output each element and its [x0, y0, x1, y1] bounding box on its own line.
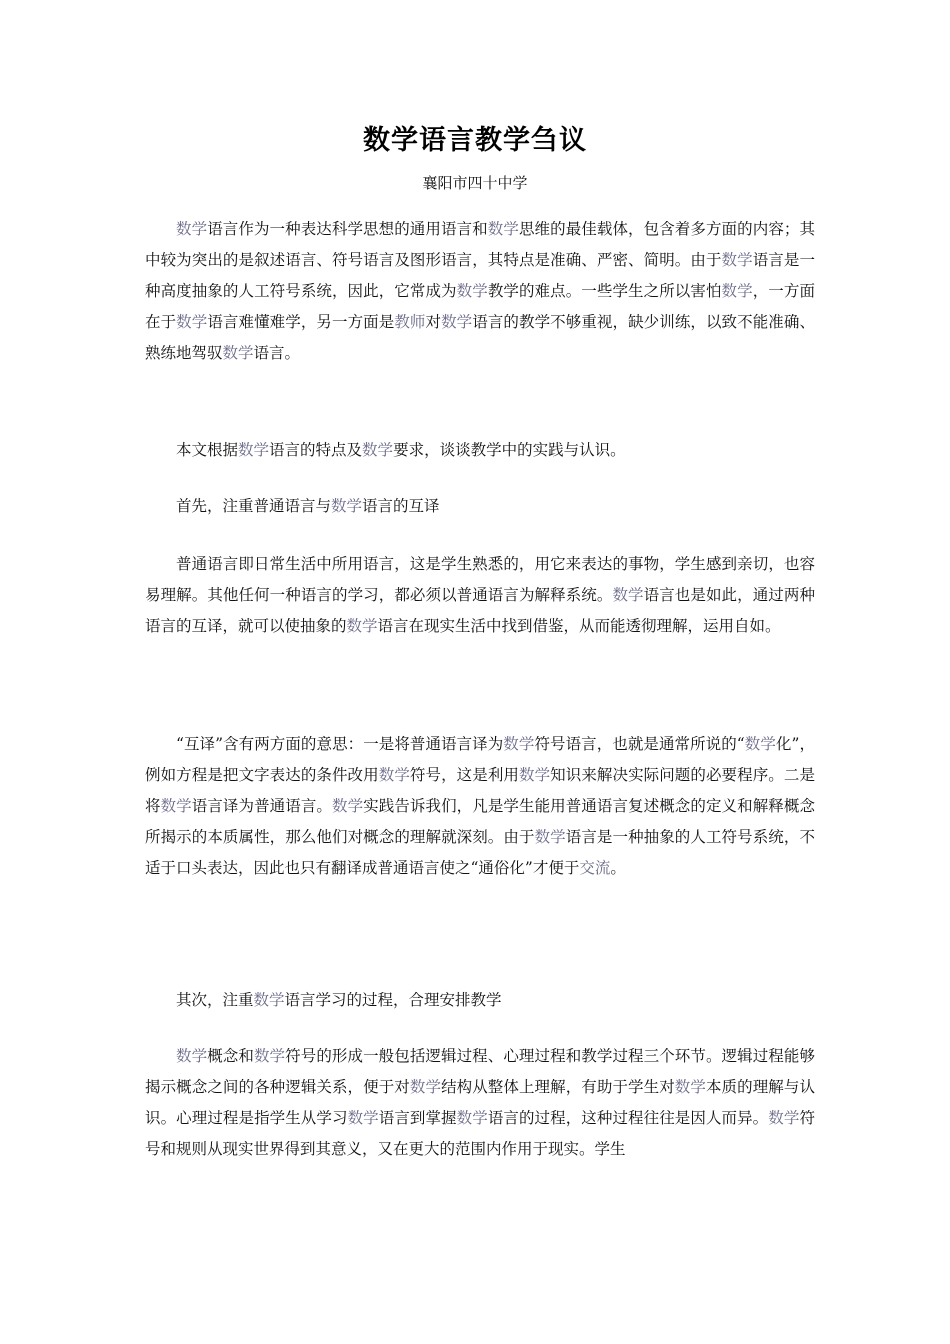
highlighted-term: 数学: [238, 441, 270, 459]
text-segment: 语言的过程，这种过程往往是因人而异。: [487, 1109, 769, 1127]
text-segment: 结构从整体上理解，有助于学生对: [441, 1078, 675, 1096]
text-segment: 语言是一种抽象的人工符号系统，不适于口头表达，因此也只有翻译成普通语言使之“通俗化”才便于: [145, 828, 815, 877]
highlighted-term: 数学: [744, 735, 776, 753]
highlighted-term: 数学: [253, 1047, 286, 1065]
highlighted-term: 数学: [222, 344, 254, 362]
text-segment: 符号语言，也就是通常所说的“: [534, 735, 745, 753]
text-segment: 实践告诉我们，凡是学生能用普通语言复述概念的定义和解释概念所揭示的本质属性，那么他们对概念的理解就深刻。由于: [145, 797, 815, 846]
text-segment: 语言是一种高度抽象的人工符号系统，因此，它常成为: [145, 251, 815, 300]
paragraph-text: [145, 549, 815, 642]
text-segment: 其次，注重: [176, 991, 254, 1009]
highlighted-term: 教师: [394, 313, 426, 331]
paragraph-5: [145, 1041, 815, 1165]
text-segment: 概念和: [207, 1047, 254, 1065]
text-segment: 化”，例如方程是把文字表达的条件改用: [145, 735, 815, 784]
section-heading-text: [145, 491, 815, 522]
highlighted-term: 数学: [331, 497, 363, 515]
highlighted-term: 数学: [612, 586, 644, 604]
text-segment: 语言难懂难学，另一方面是: [207, 313, 395, 331]
section-heading-1: [145, 491, 815, 522]
highlighted-term: 数学: [441, 313, 473, 331]
highlighted-term: 数学: [347, 1109, 379, 1127]
text-segment: 首先，注重普通语言与: [176, 497, 332, 515]
highlighted-term: 交流: [579, 859, 611, 877]
text-segment: 语言译为普通语言。: [191, 797, 332, 815]
text-segment: 语言的互译: [362, 497, 440, 515]
text-segment: 符号，这是利用: [409, 766, 519, 784]
text-segment: 语言作为一种表达科学思想的通用语言和: [207, 220, 488, 238]
paragraph-4: [145, 729, 815, 884]
text-segment: 符号和规则从现实世界得到其意义，又在更大的范围内作用于现实。学生: [145, 1109, 815, 1158]
document-title: 数学语言教学刍议: [363, 125, 587, 156]
text-segment: 思维的最佳载体，包含着多方面的内容；其中较为突出的是叙述语言、符号语言及图形语言，其特点是准确、严密、简明。由于: [145, 220, 815, 269]
paragraph-text: [145, 729, 815, 884]
highlighted-term: 数学: [378, 766, 410, 784]
highlighted-term: 数学: [362, 441, 394, 459]
text-segment: 本质的理解与认识。心理过程是指学生从学习: [145, 1078, 815, 1127]
text-segment: 。: [610, 859, 626, 877]
text-segment: 语言的教学不够重视，缺少训练，以致不能准确、熟练地驾驭: [145, 313, 815, 362]
highlighted-term: 数学: [409, 1078, 442, 1096]
text-segment: 对: [425, 313, 442, 331]
section-heading-2: [145, 985, 815, 1016]
text-segment: 语言。: [253, 344, 301, 362]
highlighted-term: 数学: [176, 220, 208, 238]
highlighted-term: 数学: [332, 797, 364, 815]
paragraph-3: [145, 549, 815, 642]
highlighted-term: 数学: [456, 1109, 488, 1127]
highlighted-term: 数学: [160, 797, 192, 815]
paragraph-2: [145, 435, 815, 466]
highlighted-term: 数学: [456, 282, 488, 300]
document-author: 襄阳市四十中学: [422, 174, 528, 192]
paragraph-text: [145, 1041, 815, 1165]
text-segment: “互译”含有两方面的意思：一是将普通语言译为: [176, 735, 504, 753]
text-segment: 普通语言即日常生活中所用语言，这是学生熟悉的，用它来表达的事物，学生感到亲切，也容易理解。其他任何一种语言的学习，都必须以普通语言为解释系统。: [145, 555, 815, 604]
highlighted-term: 数学: [253, 991, 285, 1009]
paragraph-text: [145, 214, 815, 369]
text-segment: 语言到掌握: [378, 1109, 457, 1127]
highlighted-term: 数学: [503, 735, 535, 753]
text-segment: 要求，谈谈教学中的实践与认识。: [393, 441, 626, 459]
section-heading-text: [145, 985, 815, 1016]
highlighted-term: 数学: [768, 1109, 800, 1127]
text-segment: 语言的特点及: [269, 441, 363, 459]
highlighted-term: 数学: [534, 828, 566, 846]
highlighted-term: 数学: [176, 313, 208, 331]
text-segment: ，一方面在于: [145, 282, 815, 331]
highlighted-term: 数学: [674, 1078, 706, 1096]
highlighted-term: 数学: [721, 282, 753, 300]
highlighted-term: 数学: [721, 251, 753, 269]
text-segment: 教学的难点。一些学生之所以害怕: [487, 282, 722, 300]
text-segment: 知识来解决实际问题的必要程序。二是将: [145, 766, 815, 815]
highlighted-term: 数学: [346, 617, 378, 635]
paragraph-1: [145, 214, 815, 369]
highlighted-term: 数学: [518, 766, 551, 784]
highlighted-term: 数学: [487, 220, 519, 238]
highlighted-term: 数学: [176, 1047, 208, 1065]
text-segment: 语言在现实生活中找到借鉴，从而能透彻理解，运用自如。: [377, 617, 781, 635]
text-segment: 语言也是如此，通过两种语言的互译，就可以使抽象的: [145, 586, 815, 635]
text-segment: 本文根据: [176, 441, 239, 459]
text-segment: 语言学习的过程，合理安排教学: [284, 991, 502, 1009]
text-segment: 符号的形成一般包括逻辑过程、心理过程和教学过程三个环节。逻辑过程能够揭示概念之间的各种逻辑关系，便于对: [145, 1047, 815, 1096]
paragraph-text: [145, 435, 815, 466]
